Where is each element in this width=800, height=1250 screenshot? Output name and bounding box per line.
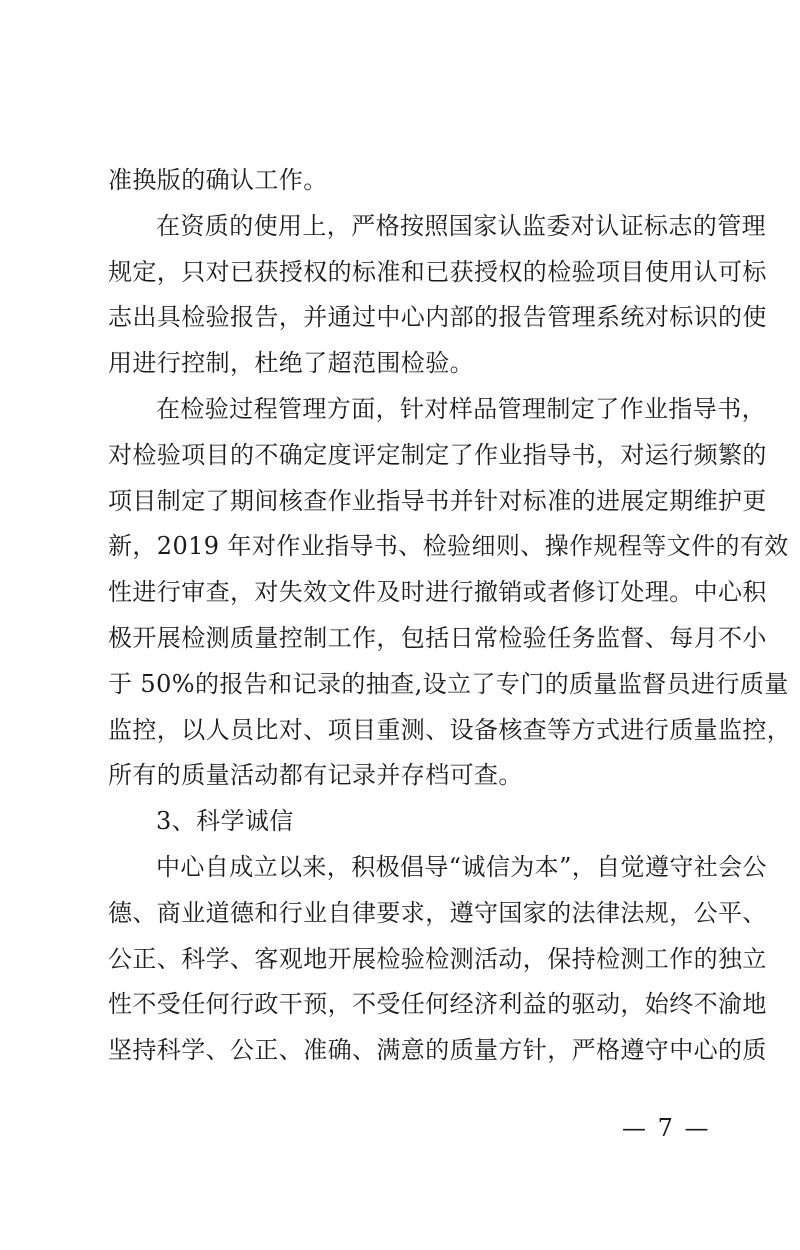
- section-heading: 3、科学诚信: [156, 807, 294, 836]
- text-line: 性不受任何行政干预，不受任何经济利益的驱动，始终不渝地: [108, 990, 767, 1019]
- text-line: 所有的质量活动都有记录并存档可查。: [108, 761, 523, 790]
- text-line: 规定，只对已获授权的标准和已获授权的检验项目使用认可标: [108, 257, 767, 286]
- text-line: 坚持科学、公正、准确、满意的质量方针，严格遵守中心的质: [108, 1036, 767, 1065]
- text-line: 德、商业道德和行业自律要求，遵守国家的法律法规，公平、: [108, 898, 767, 927]
- body-text: [108, 158, 792, 1074]
- text-line: 中心自成立以来，积极倡导“诚信为本”，自觉遵守社会公: [156, 852, 767, 881]
- text-line: 性进行审查，对失效文件及时进行撤销或者修订处理。中心积: [108, 578, 767, 607]
- text-line: 新，2019 年对作业指导书、检验细则、操作规程等文件的有效: [108, 532, 789, 561]
- text-line: 项目制定了期间核查作业指导书并针对标准的进展定期维护更: [108, 486, 767, 515]
- text-line: 准换版的确认工作。: [108, 166, 328, 194]
- page-number: — 7 —: [622, 1114, 711, 1142]
- text-line: 监控，以人员比对、项目重测、设备核查等方式进行质量监控，: [108, 715, 792, 744]
- text-line: 在资质的使用上，严格按照国家认监委对认证标志的管理: [156, 211, 766, 240]
- text-line: 用进行控制，杜绝了超范围检验。: [108, 349, 474, 378]
- text-line: 对检验项目的不确定度评定制定了作业指导书，对运行频繁的: [108, 440, 767, 469]
- text-line: 志出具检验报告，并通过中心内部的报告管理系统对标识的使: [108, 303, 767, 332]
- text-line: 极开展检测质量控制工作，包括日常检验任务监督、每月不小: [108, 623, 767, 652]
- text-line: 公正、科学、客观地开展检验检测活动，保持检测工作的独立: [108, 944, 767, 973]
- text-line: 于 50%的报告和记录的抽查,设立了专门的质量监督员进行质量: [108, 669, 789, 698]
- text-line: 在检验过程管理方面，针对样品管理制定了作业指导书，: [156, 394, 766, 423]
